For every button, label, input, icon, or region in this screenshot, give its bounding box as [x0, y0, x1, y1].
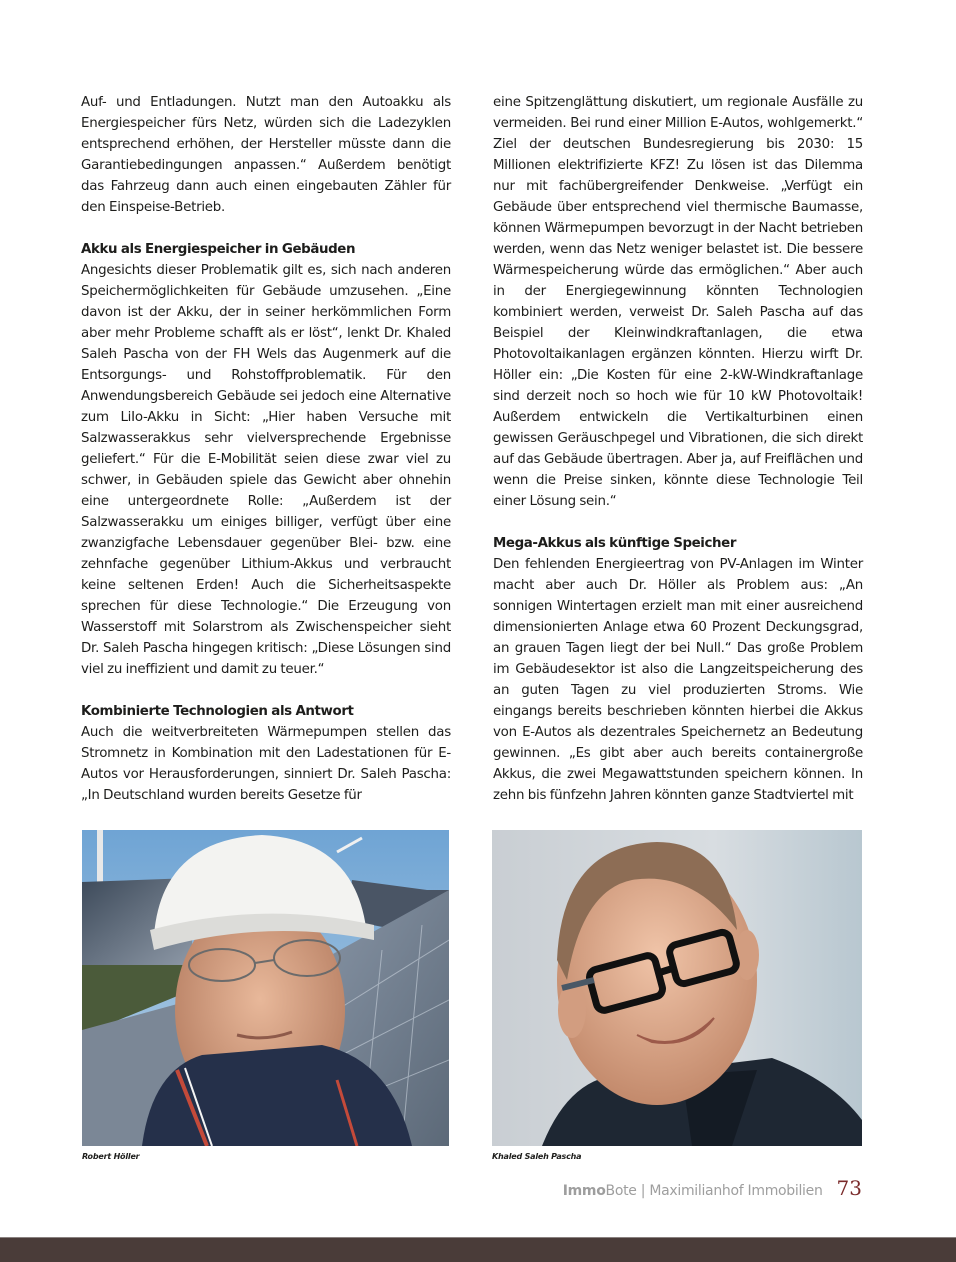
publication-name: [563, 1183, 823, 1199]
page-footer: [563, 1176, 862, 1200]
paragraph: Den fehlenden Energieertrag von PV-Anlagen im Winter macht aber auch Dr. Höller als Problem aus: „An sonnigen Wintertagen erzielt man mit einer ausreichend dimensionierten Anlage etwa 60 Prozent Deckungsgrad, an grauen Tagen liegt der bei Null.“ Das große Problem im Gebäudesektor ist also die Langzeitspeicherung des an guten Tagen zu viel produzierten Stroms. Wie eingangs bereits beschrieben könnten hierbei die Akkus von E-Autos als dezentrales Speichernetz an Bedeutung gewinnen. „Es gibt aber auch bereits containergroße Akkus, die zwei Megawattstunden speichern können. In zehn bis fünfzehn Jahren könnten ganze Stadtviertel mit: [493, 557, 863, 803]
photo-caption: Robert Höller: [82, 1152, 140, 1161]
photo-khaled-saleh-pascha: [492, 830, 862, 1146]
paragraph: Auch die weitverbreiteten Wärmepumpen stellen das Stromnetz in Kombination mit den Ladestationen für E-Autos vor Herausforderungen, sinniert Dr. Saleh Pascha: „In Deutschland wurden bereits Gesetze für: [81, 725, 451, 803]
page-number: 73: [836, 1176, 862, 1200]
paragraph: Auf- und Entladungen. Nutzt man den Autoakku als Energiespeicher fürs Netz, würden sich die Ladezyklen entsprechend erhöhen, der Hersteller müsste dann die Garantiebedingungen anpassen.“ Außerdem benötigt das Fahrzeug dann auch einen eingebauten Zähler für den Einspeise-Betrieb.: [81, 95, 451, 215]
portrait-image-icon: [82, 830, 449, 1146]
photo-caption: Khaled Saleh Pascha: [492, 1152, 582, 1161]
portrait-image-icon: [492, 830, 862, 1146]
brand-regular: Bote: [605, 1183, 637, 1199]
paragraph: eine Spitzenglättung diskutiert, um regionale Ausfälle zu vermeiden. Bei rund einer Million E-Autos, wohlgemerkt.“ Ziel der deutschen Bundesregierung bis 2030: 15 Millionen elektrifizierte KFZ! Zu lösen ist das Dilemma nur mit fachübergreifender Denkweise. „Verfügt ein Gebäude über entsprechend viel thermische Baumasse, können Wärmepumpen bevorzugt in der Nacht betrieben werden, wenn das Netz weniger belastet ist. Die bessere Wärmespeicherung würde das ermöglichen.“ Aber auch in der Energiegewinnung könnten Technologien kombiniert werden, verweist Dr. Saleh Pascha auf das Beispiel der Kleinwindkraftanlagen, die etwa Photovoltaikanlagen ergänzen könnten. Hierzu wirft Dr. Höller ein: „Die Kosten für eine 2-kW-Windkraftanlage sind derzeit noch so hoch wie für 10 kW Photovoltaik! Außerdem entwickeln die Vertikalturbinen einen gewissen Geräuschpegel und Vibrationen, die sich direkt auf das Gebäude übertragen. Aber ja, auf Freiflächen und wenn die Preise sinken, könnte diese Technologie Teil einer Lösung sein.“: [493, 95, 863, 509]
paragraph: Angesichts dieser Problematik gilt es, sich nach anderen Speichermöglichkeiten für Gebäude umzusehen. „Eine davon ist der Akku, der in seiner herkömmlichen Form aber mehr Probleme schafft als er löst“, lenkt Dr. Khaled Saleh Pascha von der FH Wels das Augenmerk auf die Entsorgungs- und Rohstoffproblematik. Für den Anwendungsbereich Gebäude sei jedoch eine Alternative zum LiIo-Akku in Sicht: „Hier haben Versuche mit Salzwasserakkus sehr vielversprechende Ergebnisse geliefert.“ Für die E-Mobilität seien diese zwar viel zu schwer, in Gebäuden spiele das Gewicht aber ohnehin eine untergeordnete Rolle: „Außerdem ist der Salzwasserakku um einiges billiger, verfügt über eine zwanzigfache Lebensdauer gegenüber Blei- bzw. eine zehnfache gegenüber Lithium-Akkus und verbraucht keine seltenen Erden! Auch die Sicherheitsaspekte sprechen für diese Technologie.“ Die Erzeugung von Wasserstoff mit Solarstrom als Zwischenspeicher sieht Dr. Saleh Pascha hingegen kritisch: „Diese Lösungen sind viel zu ineffizient und damit zu teuer.“: [81, 263, 451, 677]
right-column: [493, 92, 863, 806]
section-heading: Kombinierte Technologien als Antwort: [81, 704, 354, 719]
bottom-bar: [0, 1237, 956, 1262]
publisher-name: Maximilianhof Immobilien: [649, 1183, 823, 1199]
brand-bold: Immo: [562, 1183, 606, 1199]
footer-separator: |: [636, 1183, 650, 1199]
left-column: [81, 92, 451, 806]
photo-robert-hoeller: [82, 830, 449, 1146]
section-heading: Mega-Akkus als künftige Speicher: [493, 536, 737, 551]
section-heading: Akku als Energiespeicher in Gebäuden: [81, 242, 356, 257]
